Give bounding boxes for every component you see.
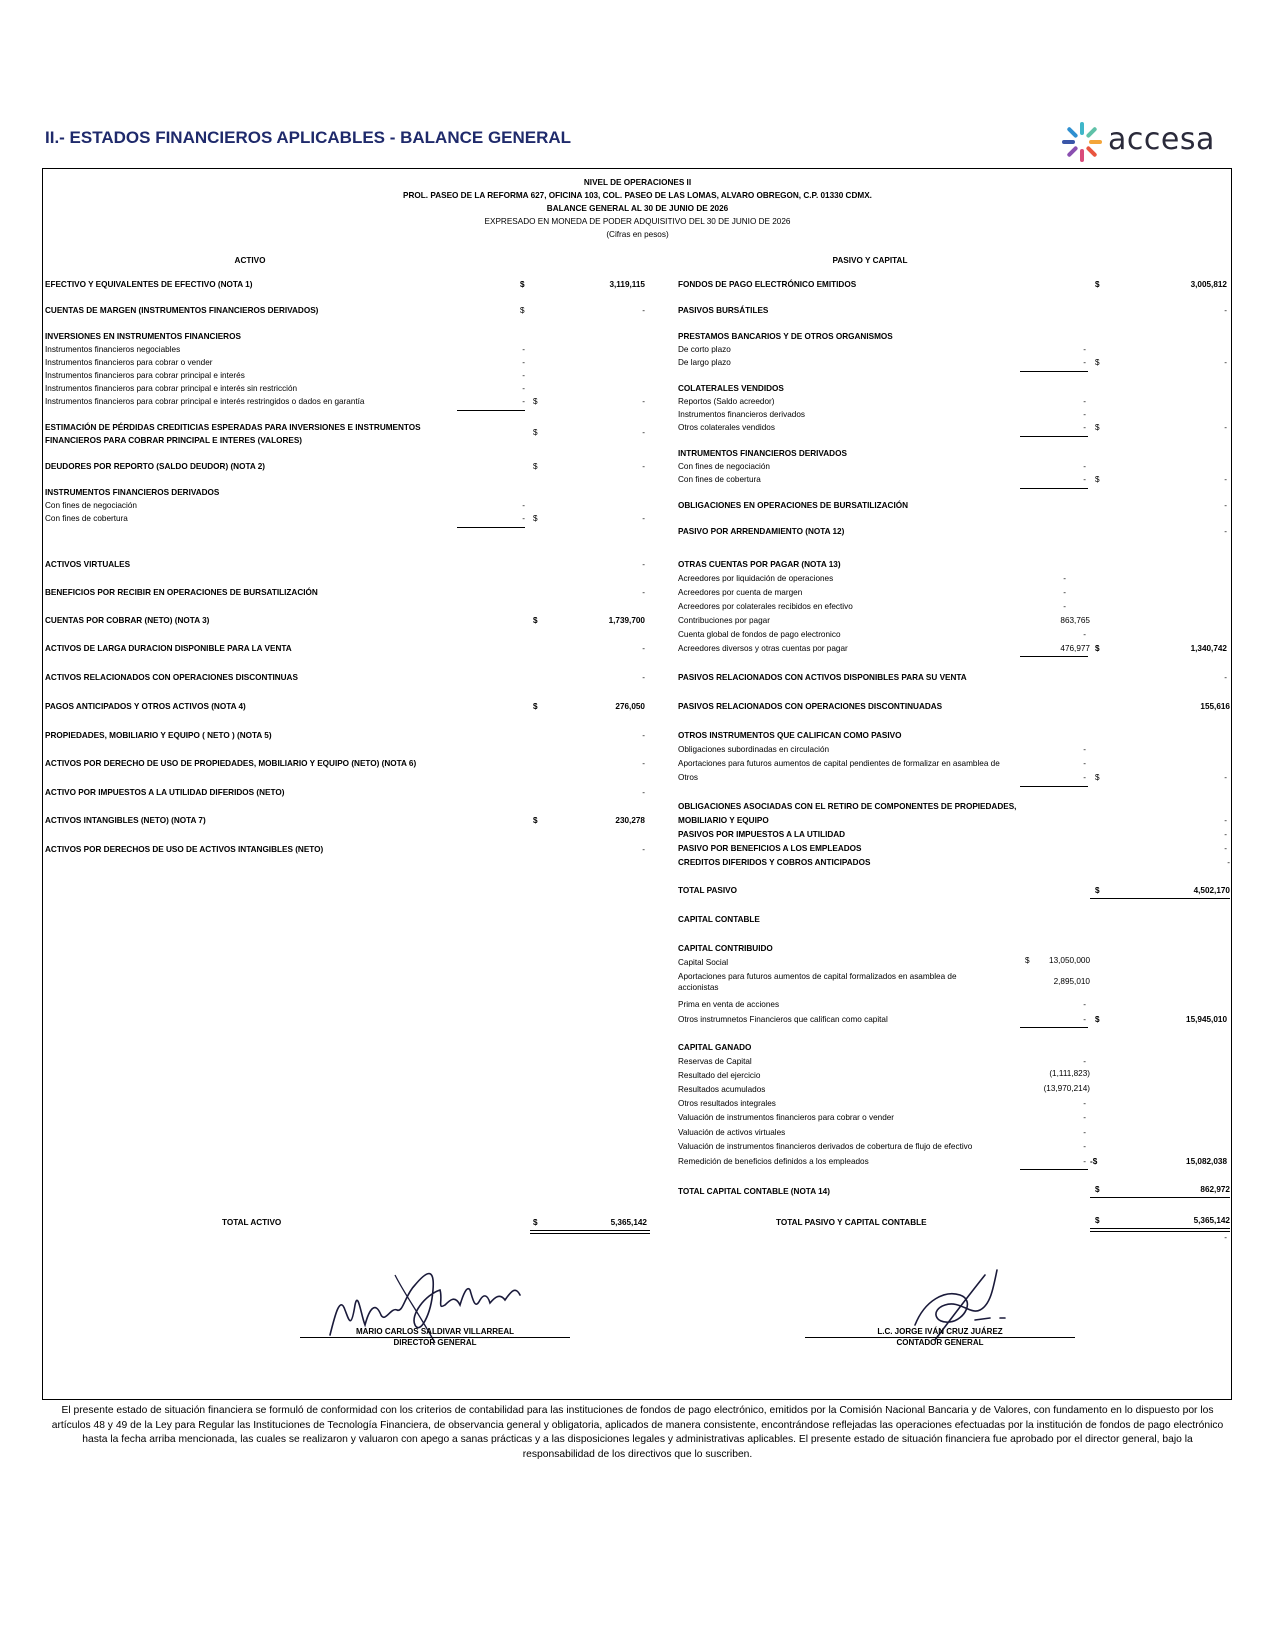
pasivo-prestamos-label: PRESTAMOS BANCARIOS Y DE OTROS ORGANISMOS	[678, 332, 893, 341]
activo-efectivo-label: EFECTIVO Y EQUIVALENTES DE EFECTIVO (NOTA 1)	[45, 280, 253, 289]
pasivo-fondos-label: FONDOS DE PAGO ELECTRÓNICO EMITIDOS	[678, 280, 857, 289]
pasivo-otras-cuentas-cur: $	[1095, 644, 1100, 653]
pasivo-beneficios-emp-value: -	[1224, 844, 1227, 853]
total-capital-cur: $	[1095, 1185, 1100, 1194]
total-pasivo-capital-cur: $	[1095, 1216, 1100, 1225]
derivados-item-sub: -	[522, 501, 525, 510]
colaterales-item-label: Otros colaterales vendidos	[678, 423, 775, 432]
derivados-item-label: Con fines de negociación	[45, 501, 137, 510]
pasivo-disponibles-label: PASIVOS RELACIONADOS CON ACTIVOS DISPONIBLES PARA SU VENTA	[678, 673, 967, 682]
otras-cuentas-item-label: Acreedores diversos y otras cuentas por pagar	[678, 644, 848, 653]
pasivo-fondos-cur: $	[1095, 280, 1100, 289]
inversiones-item-label: Instrumentos financieros para cobrar o vender	[45, 358, 213, 367]
total-activo-value: 5,365,142	[610, 1218, 647, 1227]
activo-derivados-label: INSTRUMENTOS FINANCIEROS DERIVADOS	[45, 488, 220, 497]
report-units: (Cifras en pesos)	[606, 230, 669, 239]
ganado-item-label: Valuación de instrumentos financieros derivados de cobertura de flujo de efectivo	[678, 1142, 973, 1151]
prima-sub: -	[1083, 1000, 1086, 1009]
pasivo-arrendamiento-label: PASIVO POR ARRENDAMIENTO (NOTA 12)	[678, 527, 845, 536]
activo-derivados-cur: $	[533, 514, 538, 523]
pasivo-disponibles-value: -	[1224, 673, 1227, 682]
ganado-item-label: Resultados acumulados	[678, 1085, 766, 1094]
director-role: DIRECTOR GENERAL	[393, 1338, 477, 1347]
activo-discontinuas-label: ACTIVOS RELACIONADOS CON OPERACIONES DISCONTINUAS	[45, 673, 298, 682]
otras-cuentas-item-sub: 863,765	[1060, 616, 1090, 625]
activo-efectivo-cur: $	[520, 280, 525, 289]
ganado-item-sub: -	[1083, 1113, 1086, 1122]
total-pasivo-capital-value: 5,365,142	[1193, 1216, 1230, 1225]
total-capital-label: TOTAL CAPITAL CONTABLE (NOTA 14)	[678, 1187, 830, 1196]
activo-estimacion-label: ESTIMACIÓN DE PÉRDIDAS CREDITICIAS ESPERADAS PARA INVERSIONES E INSTRUMENTOS	[45, 423, 421, 432]
activo-inversiones-value: -	[642, 397, 645, 406]
activo-deudores-value: -	[642, 462, 645, 471]
report-address: PROL. PASEO DE LA REFORMA 627, OFICINA 103, COL. PASEO DE LAS LOMAS, ALVARO OBREGON, C.P. 01330 CDMX.	[403, 191, 872, 200]
colaterales-item-label: Instrumentos financieros derivados	[678, 410, 805, 419]
activo-margen-cur: $	[520, 306, 525, 315]
ganado-item-sub: (13,970,214)	[1043, 1084, 1090, 1093]
pasivo-intrumentos-cur: $	[1095, 475, 1100, 484]
underline	[1020, 1027, 1088, 1028]
underline	[1020, 786, 1088, 787]
activo-cxc-label: CUENTAS POR COBRAR (NETO) (NOTA 3)	[45, 616, 210, 625]
ganado-item-label: Valuación de activos virtuales	[678, 1128, 786, 1137]
otros-instrumentos-capital-sub: -	[1083, 1015, 1086, 1024]
activo-discontinuas-value: -	[642, 673, 645, 682]
aportaciones-sub: 2,895,010	[1053, 977, 1090, 986]
ganado-item-sub: -	[1083, 1142, 1086, 1151]
ganado-item-sub: -	[1083, 1128, 1086, 1137]
pasivo-colaterales-label: COLATERALES VENDIDOS	[678, 384, 784, 393]
activo-impuestos-value: -	[642, 788, 645, 797]
pasivo-intrumentos-value: -	[1224, 475, 1227, 484]
otras-cuentas-item-sub: -	[1083, 630, 1086, 639]
ganado-item-label: Remedición de beneficios definidos a los empleados	[678, 1157, 869, 1166]
total-activo-double-underline	[530, 1233, 650, 1234]
pasivo-creditos-value: -	[1227, 858, 1230, 867]
activo-propiedades-value: -	[642, 731, 645, 740]
underline	[1090, 1197, 1230, 1198]
activo-propiedades-label: PROPIEDADES, MOBILIARIO Y EQUIPO ( NETO ) (NOTA 5)	[45, 731, 272, 740]
pasivo-imp-utilidad-label: PASIVOS POR IMPUESTOS A LA UTILIDAD	[678, 830, 846, 839]
pasivo-arrendamiento-value: -	[1224, 527, 1227, 536]
activo-beneficios-value: -	[642, 588, 645, 597]
report-title: BALANCE GENERAL AL 30 DE JUNIO DE 2026	[546, 204, 729, 213]
activo-efectivo-value: 3,119,115	[609, 280, 645, 289]
activo-impuestos-label: ACTIVO POR IMPUESTOS A LA UTILIDAD DIFERIDOS (NETO)	[45, 788, 285, 797]
underline	[1020, 436, 1088, 437]
activo-header: ACTIVO	[234, 256, 266, 265]
total-pasivo-label: TOTAL PASIVO	[678, 886, 737, 895]
report-line-1: NIVEL DE OPERACIONES II	[583, 178, 692, 187]
pasivo-otras-cuentas-label: OTRAS CUENTAS POR PAGAR (NOTA 13)	[678, 560, 841, 569]
activo-inversiones-label: INVERSIONES EN INSTRUMENTOS FINANCIEROS	[45, 332, 241, 341]
otros-instr-item-sub: -	[1083, 773, 1086, 782]
pasivo-discontinuadas-value: 155,616	[1200, 702, 1230, 711]
capital-social-cur: $	[1025, 956, 1030, 965]
colaterales-item-sub: -	[1083, 410, 1086, 419]
pasivo-fondos-value: 3,005,812	[1190, 280, 1227, 289]
activo-pagos-cur: $	[533, 702, 538, 711]
intrumentos-item-sub: -	[1083, 462, 1086, 471]
capital-contribuido-cur: $	[1095, 1015, 1100, 1024]
activo-intangibles-label: ACTIVOS INTANGIBLES (NETO) (NOTA 7)	[45, 816, 206, 825]
accesa-logo	[1060, 120, 1220, 162]
inversiones-item-sub: -	[522, 345, 525, 354]
total-pasivo-capital-after: -	[1224, 1233, 1227, 1242]
ganado-item-sub: -	[1083, 1099, 1086, 1108]
otras-cuentas-item-label: Cuenta global de fondos de pago electronico	[678, 630, 841, 639]
logo-burst-icon	[1060, 120, 1104, 164]
otras-cuentas-item-sub: -	[1063, 602, 1066, 611]
report-currency-note: EXPRESADO EN MONEDA DE PODER ADQUISITIVO DEL 30 DE JUNIO DE 2026	[484, 217, 791, 226]
pasivo-prestamos-cur: $	[1095, 358, 1100, 367]
contador-role: CONTADOR GENERAL	[896, 1338, 984, 1347]
derivados-item-label: Con fines de cobertura	[45, 514, 128, 523]
activo-pagos-label: PAGOS ANTICIPADOS Y OTROS ACTIVOS (NOTA 4)	[45, 702, 246, 711]
pasivo-colaterales-value: -	[1224, 423, 1227, 432]
activo-pagos-value: 276,050	[615, 702, 645, 711]
otros-instr-item-sub: -	[1083, 745, 1086, 754]
ganado-item-sub: (1,111,823)	[1049, 1069, 1090, 1078]
director-name: MARIO CARLOS SALDIVAR VILLARREAL	[355, 1327, 515, 1336]
otros-instr-item-sub: -	[1083, 759, 1086, 768]
otros-instr-item-label: Obligaciones subordinadas en circulación	[678, 745, 830, 754]
ganado-item-sub: -	[1083, 1157, 1086, 1166]
pasivo-intrumentos-label: INTRUMENTOS FINANCIEROS DERIVADOS	[678, 449, 847, 458]
double-underline	[1090, 1231, 1230, 1232]
otras-cuentas-item-label: Acreedores por cuenta de margen	[678, 588, 803, 597]
total-pasivo-value: 4,502,170	[1193, 886, 1230, 895]
capital-ganado-value: 15,082,038	[1186, 1157, 1227, 1166]
pasivo-otros-instr-value: -	[1224, 773, 1227, 782]
ganado-item-label: Otros resultados integrales	[678, 1099, 776, 1108]
pasivo-retiro-value: -	[1224, 816, 1227, 825]
underline	[1090, 898, 1230, 899]
capital-ganado-label: CAPITAL GANADO	[678, 1043, 752, 1052]
activo-margen-value: -	[642, 306, 645, 315]
otras-cuentas-item-sub: 476,977	[1060, 644, 1090, 653]
activo-larga-value: -	[642, 644, 645, 653]
inversiones-item-label: Instrumentos financieros negociables	[45, 345, 181, 354]
pasivo-prestamos-value: -	[1224, 358, 1227, 367]
activo-derecho-uso-value: -	[642, 759, 645, 768]
underline	[457, 410, 525, 411]
footnote: El presente estado de situación financiera se formuló de conformidad con los criterios de contabilidad para las instituciones de fondos de pago electrónico, emitidos por la Comisión Nacional Bancaria y de Valores, con fundamento en lo dispuesto por los artículos 48 y 49 de la Ley para Regular las Instituciones de Tecnología Financiera, de observancia general y obligatoria, aplicados de manera consistente, encontrándose reflejadas las operaciones efectuadas por la institución de fondos de pago electrónico hasta la fecha arriba mencionada, las cuales se realizaron y valuaron con apego a sanas prácticas y a las disposiciones legales y administrativas aplicables. El presente estado de situación financiera fue aprobado por el director general, bajo la responsabilidad de los directivos que lo suscriben.	[51, 1405, 1224, 1460]
total-pasivo-cur: $	[1095, 886, 1100, 895]
capital-ganado-cur: -$	[1090, 1157, 1098, 1166]
otros-instr-item-label: Otros	[678, 773, 699, 782]
activo-estimacion-cur: $	[533, 428, 538, 437]
activo-estimacion-label-2: FINANCIEROS PARA COBRAR PRINCIPAL E INTERES (VALORES)	[45, 436, 303, 445]
pasivo-bursatiles-label: PASIVOS BURSÁTILES	[678, 306, 769, 315]
pasivo-creditos-label: CREDITOS DIFERIDOS Y COBROS ANTICIPADOS	[678, 858, 871, 867]
activo-intangibles-cur: $	[533, 816, 538, 825]
activo-derechos-intangibles-value: -	[642, 845, 645, 854]
otras-cuentas-item-label: Acreedores por colaterales recibidos en efectivo	[678, 602, 853, 611]
capital-contribuido-value: 15,945,010	[1186, 1015, 1227, 1024]
underline	[1020, 488, 1088, 489]
pasivo-discontinuadas-label: PASIVOS RELACIONADOS CON OPERACIONES DISCONTINUADAS	[678, 702, 943, 711]
underline	[1020, 371, 1088, 372]
pasivo-otros-instr-cur: $	[1095, 773, 1100, 782]
ganado-item-sub: -	[1083, 1057, 1086, 1066]
activo-beneficios-label: BENEFICIOS POR RECIBIR EN OPERACIONES DE BURSATILIZACIÓN	[45, 588, 318, 597]
otras-cuentas-item-sub: -	[1063, 588, 1066, 597]
inversiones-item-sub: -	[522, 358, 525, 367]
prima-label: Prima en venta de acciones	[678, 1000, 780, 1009]
total-activo-label: TOTAL ACTIVO	[222, 1218, 282, 1227]
pasivo-retiro-label-2: MOBILIARIO Y EQUIPO	[678, 816, 769, 825]
intrumentos-item-label: Con fines de negociación	[678, 462, 770, 471]
contador-name: L.C. JORGE IVÁN CRUZ JUÁREZ	[877, 1327, 1003, 1336]
inversiones-item-sub: -	[522, 397, 525, 406]
pasivo-otros-instr-label: OTROS INSTRUMENTOS QUE CALIFICAN COMO PASIVO	[678, 731, 902, 740]
activo-margen-label: CUENTAS DE MARGEN (INSTRUMENTOS FINANCIEROS DERIVADOS)	[45, 306, 319, 315]
inversiones-item-sub: -	[522, 371, 525, 380]
activo-derecho-uso-label: ACTIVOS POR DERECHO DE USO DE PROPIEDADES, MOBILIARIO Y EQUIPO (NETO) (NOTA 6)	[45, 759, 417, 768]
derivados-item-sub: -	[522, 514, 525, 523]
inversiones-item-label: Instrumentos financieros para cobrar principal e interés	[45, 371, 245, 380]
underline	[1020, 656, 1088, 657]
activo-estimacion-value: -	[642, 428, 645, 437]
activo-cxc-cur: $	[533, 616, 538, 625]
pasivo-imp-utilidad-value: -	[1224, 830, 1227, 839]
total-activo-underline	[530, 1230, 650, 1231]
intrumentos-item-sub: -	[1083, 475, 1086, 484]
colaterales-item-sub: -	[1083, 397, 1086, 406]
intrumentos-item-label: Con fines de cobertura	[678, 475, 761, 484]
activo-deudores-cur: $	[533, 462, 538, 471]
prestamos-item-label: De corto plazo	[678, 345, 731, 354]
otras-cuentas-item-label: Contribuciones por pagar	[678, 616, 770, 625]
prestamos-item-label: De largo plazo	[678, 358, 731, 367]
activo-virtuales-value: -	[642, 560, 645, 569]
aportaciones-label-2: accionistas	[678, 983, 719, 992]
activo-inversiones-cur: $	[533, 397, 538, 406]
otros-instr-item-label: Aportaciones para futuros aumentos de capital pendientes de formalizar en asamblea de	[678, 759, 1000, 768]
activo-larga-label: ACTIVOS DE LARGA DURACION DISPONIBLE PARA LA VENTA	[45, 644, 292, 653]
prestamos-item-sub: -	[1083, 358, 1086, 367]
prestamos-item-sub: -	[1083, 345, 1086, 354]
pasivo-bursatilizacion-value: -	[1224, 501, 1227, 510]
total-activo-cur: $	[533, 1218, 538, 1227]
pasivo-otras-cuentas-value: 1,340,742	[1190, 644, 1227, 653]
pasivo-bursatilizacion-label: OBLIGACIONES EN OPERACIONES DE BURSATILIZACIÓN	[678, 501, 909, 510]
inversiones-item-label: Instrumentos financieros para cobrar principal e interés restringidos o dados en garantía	[45, 397, 365, 406]
pasivo-bursatiles-value: -	[1224, 306, 1227, 315]
aportaciones-label: Aportaciones para futuros aumentos de capital formalizados en asamblea de	[678, 972, 957, 981]
ganado-item-label: Valuación de instrumentos financieros para cobrar o vender	[678, 1113, 895, 1122]
underline	[1020, 1169, 1088, 1170]
total-pasivo-capital-label: TOTAL PASIVO Y CAPITAL CONTABLE	[776, 1218, 927, 1227]
activo-derivados-value: -	[642, 514, 645, 523]
pasivo-beneficios-emp-label: PASIVO POR BENEFICIOS A LOS EMPLEADOS	[678, 844, 862, 853]
pasivo-header: PASIVO Y CAPITAL	[832, 256, 908, 265]
inversiones-item-sub: -	[522, 384, 525, 393]
activo-derechos-intangibles-label: ACTIVOS POR DERECHOS DE USO DE ACTIVOS INTANGIBLES (NETO)	[45, 845, 324, 854]
activo-deudores-label: DEUDORES POR REPORTO (SALDO DEUDOR) (NOTA 2)	[45, 462, 266, 471]
activo-cxc-value: 1,739,700	[608, 616, 645, 625]
capital-contribuido-label: CAPITAL CONTRIBUIDO	[678, 944, 773, 953]
capital-contable-label: CAPITAL CONTABLE	[678, 915, 760, 924]
otros-instrumentos-capital-label: Otros instrumnetos Financieros que califican como capital	[678, 1015, 888, 1024]
ganado-item-label: Reservas de Capital	[678, 1057, 752, 1066]
ganado-item-label: Resultado del ejercicio	[678, 1071, 761, 1080]
underline	[457, 527, 525, 528]
capital-social-label: Capital Social	[678, 958, 729, 967]
page-title: II.- ESTADOS FINANCIEROS APLICABLES - BALANCE GENERAL	[45, 128, 572, 147]
capital-social-sub: 13,050,000	[1049, 956, 1090, 965]
activo-intangibles-value: 230,278	[615, 816, 645, 825]
logo-text: accesa	[1108, 122, 1215, 157]
total-capital-value: 862,972	[1200, 1185, 1230, 1194]
inversiones-item-label: Instrumentos financieros para cobrar principal e interés sin restricción	[45, 384, 298, 393]
underline	[1090, 1228, 1230, 1229]
colaterales-item-label: Reportos (Saldo acreedor)	[678, 397, 775, 406]
otras-cuentas-item-sub: -	[1063, 574, 1066, 583]
pasivo-colaterales-cur: $	[1095, 423, 1100, 432]
pasivo-retiro-label: OBLIGACIONES ASOCIADAS CON EL RETIRO DE COMPONENTES DE PROPIEDADES,	[678, 802, 1017, 811]
otras-cuentas-item-label: Acreedores por liquidación de operaciones	[678, 574, 834, 583]
colaterales-item-sub: -	[1083, 423, 1086, 432]
activo-virtuales-label: ACTIVOS VIRTUALES	[45, 560, 131, 569]
